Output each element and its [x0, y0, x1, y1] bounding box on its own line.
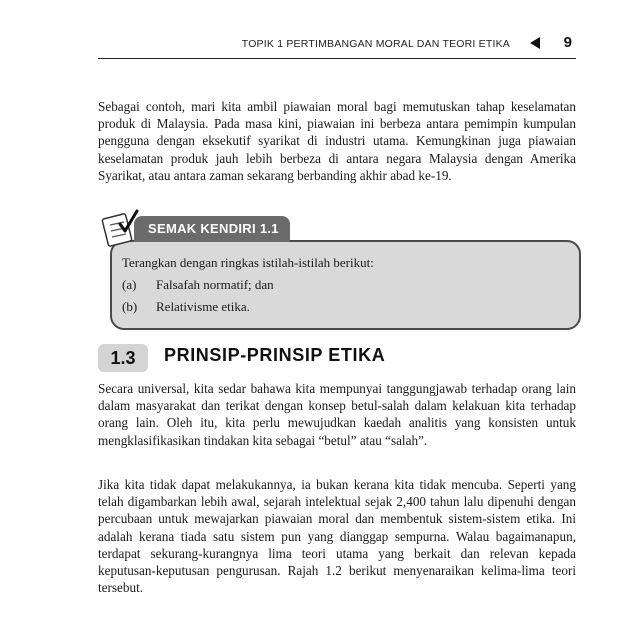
item-label: (b): [122, 299, 138, 314]
header-divider: [98, 58, 576, 59]
section-number: 1.3: [98, 344, 148, 372]
item-text: Relativisme etika.: [156, 299, 250, 314]
self-check-item: [122, 299, 250, 315]
self-check-item: [122, 277, 274, 293]
self-check-instruction: Terangkan dengan ringkas istilah-istilah berikut:: [122, 255, 374, 270]
paragraph-1: Sebagai contoh, mari kita ambil piawaian moral bagi memutuskan tahap keselamatan produk di Malaysia. Pada masa kini, piawaian ini berbeza antara pemimpin kumpulan pengguna dengan eksekutif syarikat di industri utama. Kemungkinan juga piawaian keselamatan produk jauh lebih berbeza di antara negara Malaysia dengan Amerika Syarikat, atau antara zaman sekarang berbanding akhir abad ke-19.: [98, 99, 576, 183]
paragraph-3: Jika kita tidak dapat melakukannya, ia bukan kerana kita tidak mencuba. Seperti yang telah digambarkan lebih awal, sejarah intelektual sejak 2,400 tahun lalu dipenuhi dengan percubaan untuk mewajarkan piawaian moral dan membentuk sistem-sistem etika. Ini adalah kerana tiada satu sistem pun yang dianggap sempurna. Walau bagaimanapun, terdapat sekurang-kurangnya lima teori utama yang berkait dan relevan kepada keputusan-keputusan pengurusan. Rajah 1.2 berikut menyenaraikan kelima-lima teori tersebut.: [98, 477, 576, 596]
item-text: Falsafah normatif; dan: [156, 277, 274, 292]
checklist-icon: [98, 207, 140, 247]
item-label: (a): [122, 277, 137, 292]
section-title: PRINSIP-PRINSIP ETIKA: [164, 345, 386, 365]
running-title: TOPIK 1 PERTIMBANGAN MORAL DAN TEORI ETIKA: [241, 38, 510, 50]
page-header: [98, 34, 576, 56]
paragraph-2: Secara universal, kita sedar bahawa kita mempunyai tanggungjawab terhadap orang lain dalam masyarakat dan terikat dengan konsep betul-salah dalam kelakuan kita terhadap orang lain. Oleh itu, kita perlu mewujudkan kaedah analitis yang konsisten untuk mengklasifikasikan tindakan kita sebagai “betul” atau “salah”.: [98, 381, 576, 448]
arrow-left-icon: [530, 37, 540, 49]
self-check-tab: SEMAK KENDIRI 1.1: [134, 216, 290, 242]
page-number: 9: [563, 34, 572, 51]
